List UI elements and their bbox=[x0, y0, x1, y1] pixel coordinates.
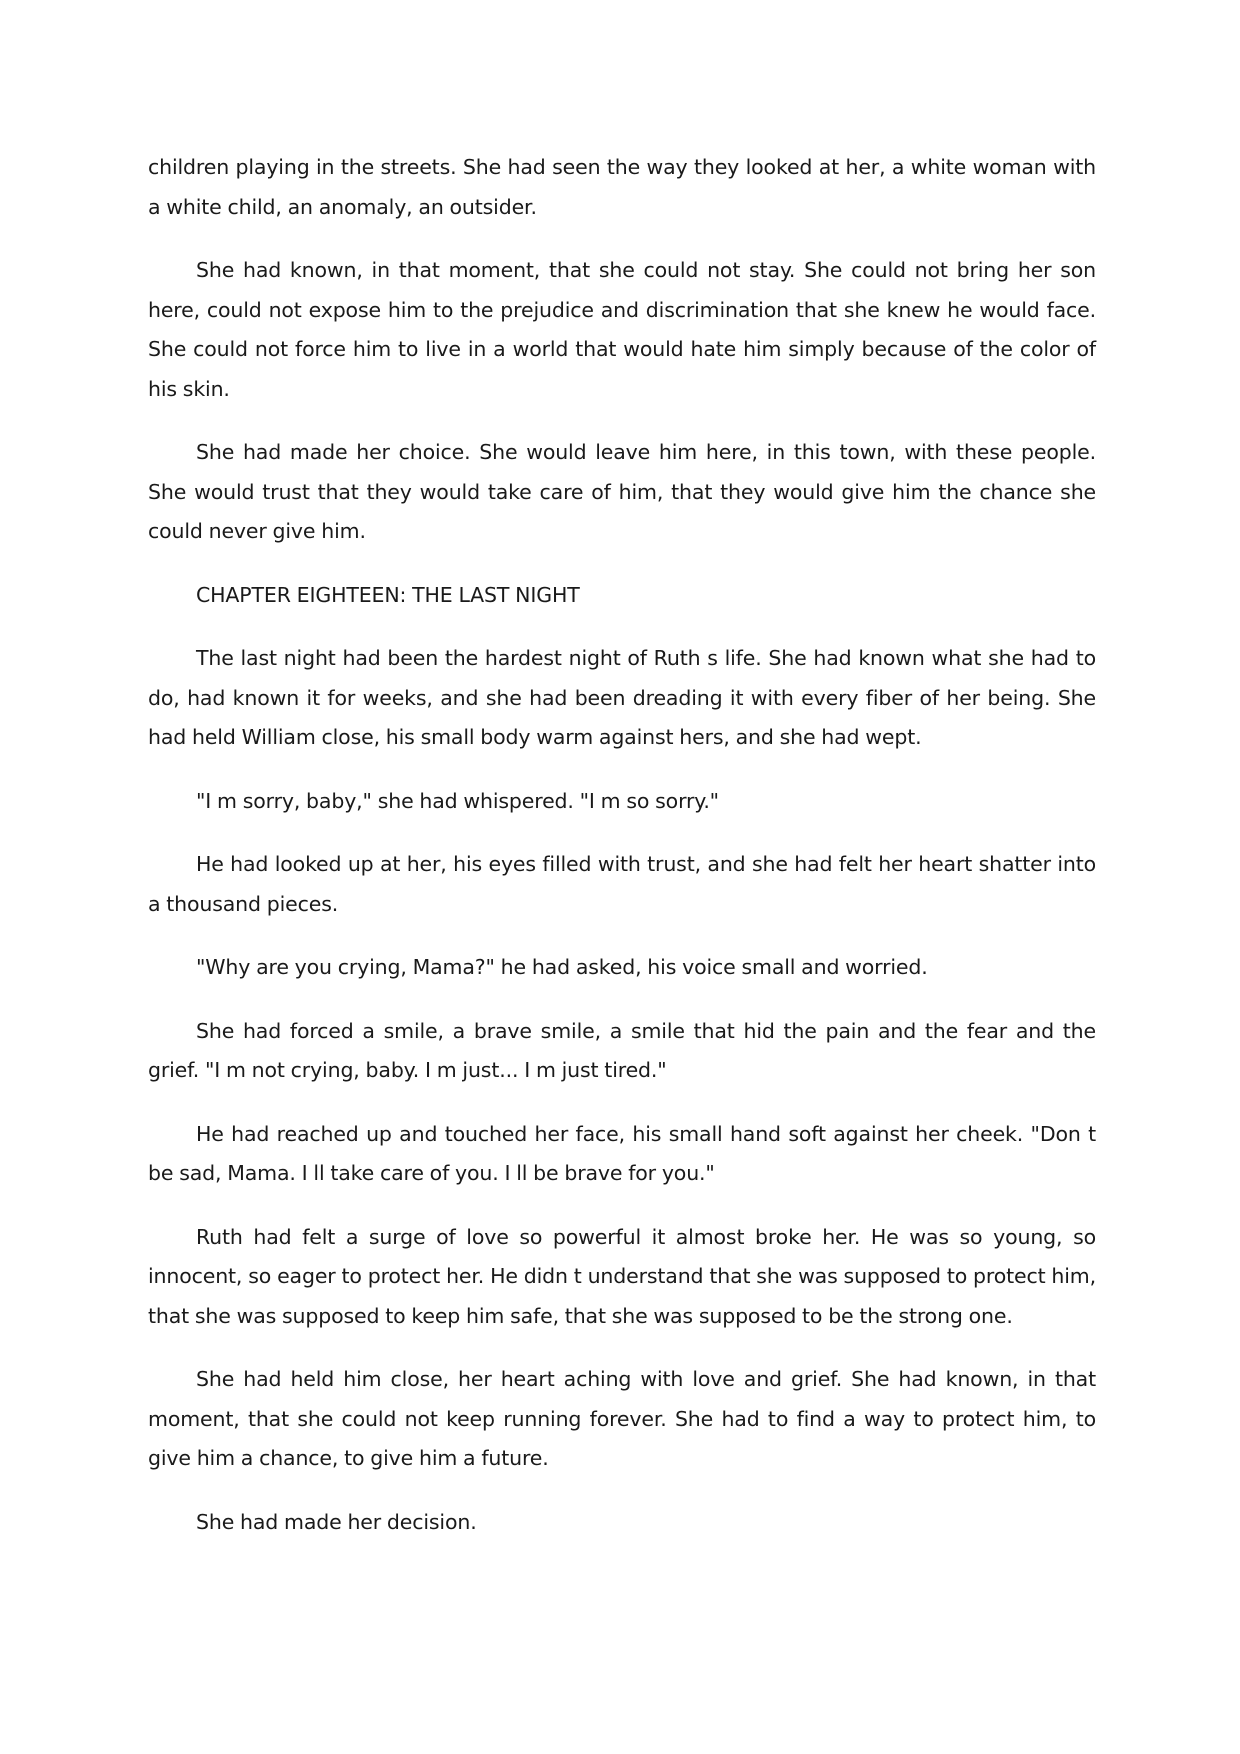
paragraph: "I m sorry, baby," she had whispered. "I m so sorry." bbox=[196, 788, 719, 813]
paragraph: He had looked up at her, his eyes filled with trust, and she had felt her heart shatter into a thousand pieces. bbox=[148, 852, 1096, 916]
document-page bbox=[148, 148, 1096, 1566]
paragraph: The last night had been the hardest night of Ruth s life. She had known what she had to do, had known it for weeks, and she had been dreading it with every fiber of her being. She had held William close, his small body warm against hers, and she had wept. bbox=[148, 646, 1096, 749]
paragraph: She had known, in that moment, that she could not stay. She could not bring her son here, could not expose him to the prejudice and discrimination that she knew he would face. She could not force him to live in a world that would hate him simply because of the color of his skin. bbox=[148, 258, 1096, 401]
chapter-heading: CHAPTER EIGHTEEN: THE LAST NIGHT bbox=[196, 582, 580, 607]
paragraph: He had reached up and touched her face, his small hand soft against her cheek. "Don t be sad, Mama. I ll take care of you. I ll be brave for you." bbox=[148, 1121, 1096, 1185]
paragraph: She had made her choice. She would leave him here, in this town, with these people. She would trust that they would take care of him, that they would give him the chance she could never give him. bbox=[148, 440, 1096, 543]
paragraph: Ruth had felt a surge of love so powerful it almost broke her. He was so young, so innocent, so eager to protect her. He didn t understand that she was supposed to protect him, that she was supposed to keep him safe, that she was supposed to be the strong one. bbox=[148, 1224, 1096, 1328]
paragraph: She had made her decision. bbox=[196, 1509, 477, 1534]
paragraph: She had forced a smile, a brave smile, a smile that hid the pain and the fear and the grief. "I m not crying, baby. I m just... I m just tired." bbox=[148, 1018, 1096, 1082]
paragraph: "Why are you crying, Mama?" he had asked, his voice small and worried. bbox=[196, 955, 928, 979]
paragraph: children playing in the streets. She had seen the way they looked at her, a white woman with a white child, an anomaly, an outsider. bbox=[148, 155, 1096, 219]
paragraph: She had held him close, her heart aching with love and grief. She had known, in that moment, that she could not keep running forever. She had to find a way to protect him, to give him a chance, to give him a future. bbox=[148, 1367, 1096, 1470]
